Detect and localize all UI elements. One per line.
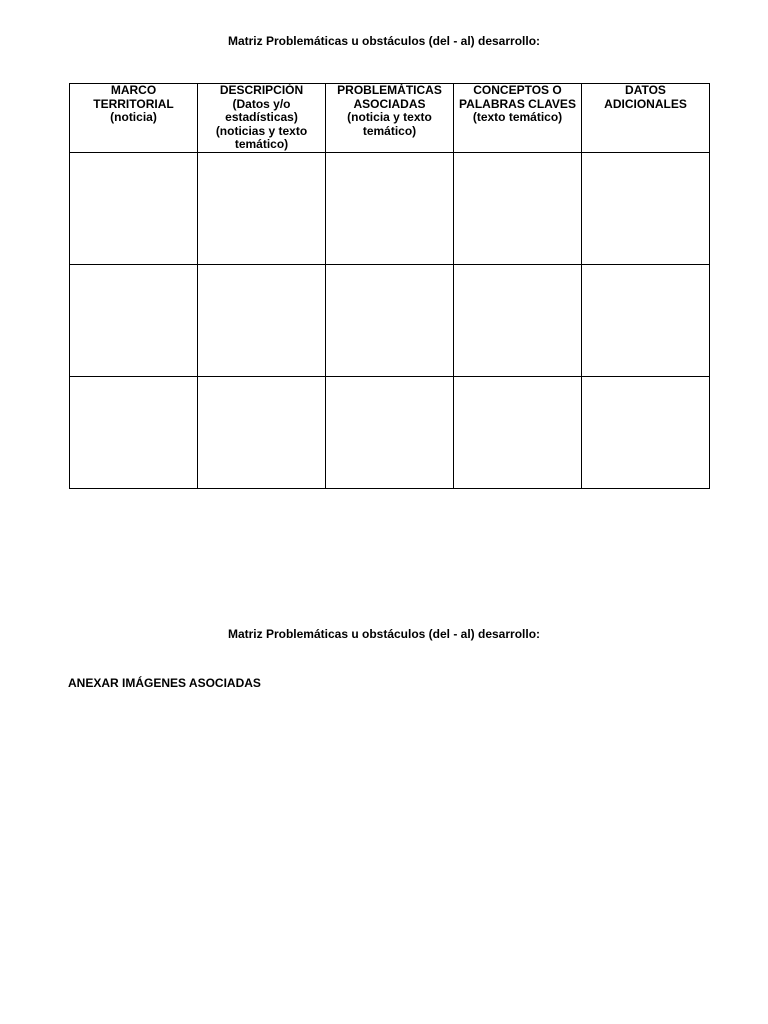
header-line: (noticia y texto	[347, 110, 432, 124]
table-cell[interactable]	[198, 152, 326, 264]
header-line: (noticia)	[110, 110, 157, 124]
header-line: TERRITORIAL	[93, 96, 174, 111]
header-line: ASOCIADAS	[353, 96, 426, 111]
page-title: Matriz Problemáticas u obstáculos (del - al) desarrollo:	[227, 34, 541, 48]
header-line: CONCEPTOS O	[473, 83, 562, 97]
column-header-conceptos	[454, 84, 582, 153]
section-title: Matriz Problemáticas u obstáculos (del - al) desarrollo:	[227, 627, 541, 641]
header-line: (Datos y/o	[232, 96, 291, 111]
column-header-problematicas	[326, 84, 454, 153]
table-cell[interactable]	[198, 376, 326, 488]
header-line: (noticias y texto	[215, 123, 308, 138]
table-cell[interactable]	[70, 376, 198, 488]
table-cell[interactable]	[582, 376, 710, 488]
table-cell[interactable]	[70, 152, 198, 264]
table-cell[interactable]	[198, 264, 326, 376]
table-row	[70, 376, 710, 488]
header-line: MARCO	[110, 83, 157, 97]
table-row	[70, 152, 710, 264]
column-header-descripcion	[198, 84, 326, 153]
table-cell[interactable]	[454, 376, 582, 488]
table-header-row	[70, 84, 710, 153]
header-line: PALABRAS CLAVES	[459, 96, 576, 111]
header-line: DESCRIPCIÓN	[219, 83, 304, 97]
annex-images-label: ANEXAR IMÁGENES ASOCIADAS	[68, 676, 261, 690]
table-cell[interactable]	[326, 376, 454, 488]
header-line: (texto temático)	[472, 110, 563, 124]
problem-matrix-table	[69, 83, 710, 489]
header-line: estadísticas)	[225, 110, 298, 124]
table-cell[interactable]	[582, 264, 710, 376]
header-line: DATOS	[625, 83, 666, 97]
table-cell[interactable]	[326, 152, 454, 264]
table-row	[70, 264, 710, 376]
table-cell[interactable]	[454, 264, 582, 376]
header-line: PROBLEMÁTICAS	[337, 83, 442, 97]
header-line: ADICIONALES	[604, 96, 687, 111]
table-cell[interactable]	[454, 152, 582, 264]
column-header-marco-territorial	[70, 84, 198, 153]
table-cell[interactable]	[70, 264, 198, 376]
table-cell[interactable]	[582, 152, 710, 264]
column-header-datos-adicionales	[582, 84, 710, 153]
header-line: temático)	[362, 123, 417, 138]
table-cell[interactable]	[326, 264, 454, 376]
header-line: temático)	[234, 137, 289, 151]
